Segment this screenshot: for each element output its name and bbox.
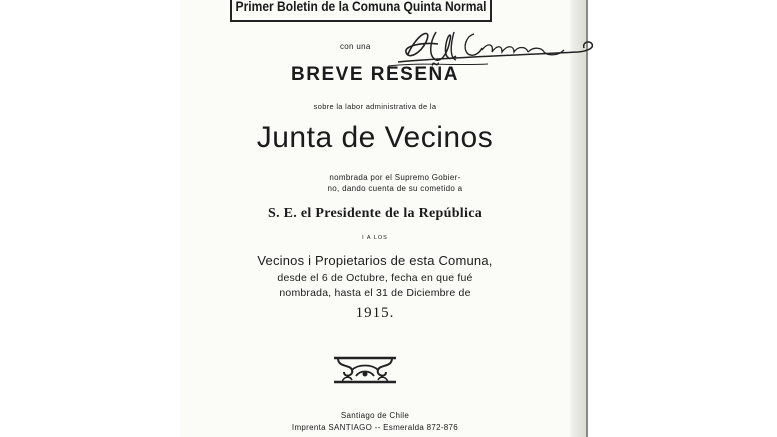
printers-ornament-icon [330, 354, 400, 386]
nombrada-line-1: nombrada por el Supremo Gobier- [329, 173, 461, 182]
i-a-los-text: I A LOS [362, 235, 388, 241]
header-title: Primer Boletin de la Comuna Quinta Normal [235, 0, 487, 14]
nombrada-line-2: no, dando cuenta de su cometido a [327, 184, 463, 193]
city-text: Santiago de Chile [340, 411, 410, 420]
right-margin [588, 0, 777, 437]
desde-line-2: nombrada, hasta el 31 de Diciembre de [279, 287, 471, 299]
printer-text: Imprenta SANTIAGO -- Esmeralda 872-876 [291, 423, 459, 432]
vecinos-propietarios-line: Vecinos i Propietarios de esta Comuna, [257, 253, 493, 268]
junta-de-vecinos-title: Junta de Vecinos [256, 121, 494, 154]
breve-resena-title: BREVE RESEÑA [291, 64, 459, 85]
presidente-line: S. E. el Presidente de la República [267, 206, 483, 221]
desde-line-1: desde el 6 de Octubre, fecha en que fué [277, 272, 473, 284]
con-una-text: con una [340, 42, 371, 51]
sobre-labor-text: sobre la labor administrativa de la [313, 102, 437, 111]
year-text: 1915. [355, 305, 395, 321]
